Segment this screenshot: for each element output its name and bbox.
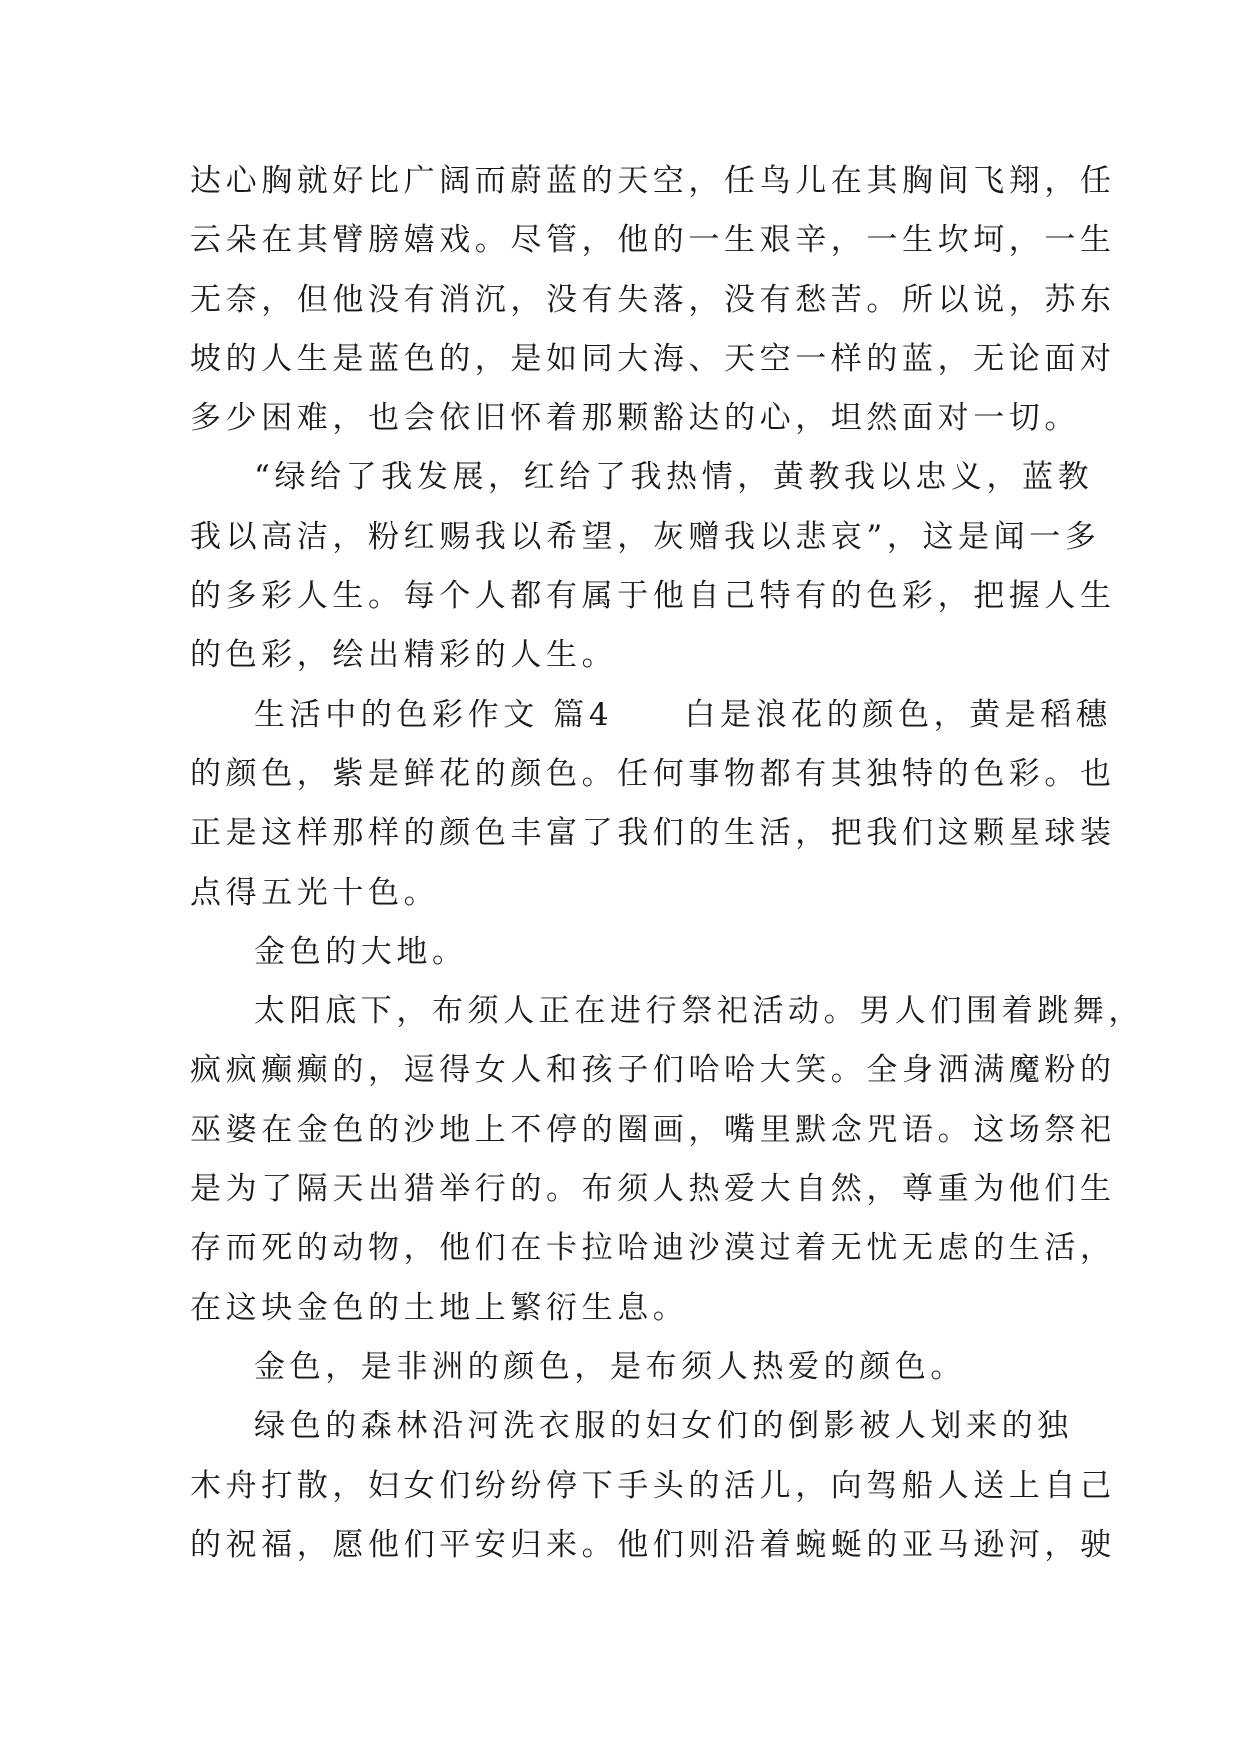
text-line: 多少困难，也会依旧怀着那颗豁达的心，坦然面对一切。 [190,400,1080,437]
paragraph-start-line: “绿给了我发展，红给了我热情，黄教我以忠义，蓝教 [254,459,1094,496]
text-line: 正是这样那样的颜色丰富了我们的生活，把我们这颗星球装 [190,815,1116,852]
text-line: 巫婆在金色的沙地上不停的圈画，嘴里默念咒语。这场祭祀 [190,1111,1116,1148]
text-line: 的多彩人生。每个人都有属于他自己特有的色彩，把握人生 [190,578,1116,615]
text-line: 点得五光十色。 [190,874,440,911]
text-line: 疯疯癫癫的，逗得女人和孩子们哈哈大笑。全身洒满魔粉的 [190,1052,1116,1089]
text-line: 是为了隔天出猎举行的。布须人热爱大自然，尊重为他们生 [190,1171,1116,1208]
section-heading-line: 生活中的色彩作文 篇4 白是浪花的颜色，黄是稻穗 [254,696,1112,733]
text-line: 木舟打散，妇女们纷纷停下手头的活儿，向驾船人送上自己 [190,1467,1116,1504]
text-line: 无奈，但他没有消沉，没有失落，没有愁苦。所以说，苏东 [190,281,1116,318]
text-line: 云朵在其臂膀嬉戏。尽管，他的一生艰辛，一生坎坷，一生 [190,222,1116,259]
document-body [190,152,1144,1575]
text-line: 达心胸就好比广阔而蔚蓝的天空，任鸟儿在其胸间飞翔，任 [190,163,1116,199]
text-line: 我以高洁，粉红赐我以希望，灰赠我以悲哀”，这是闻一多 [190,518,1101,555]
text-line: 坡的人生是蓝色的，是如同大海、天空一样的蓝，无论面对 [190,340,1116,377]
paragraph-start-line: 金色，是非洲的颜色，是布须人热爱的颜色。 [254,1348,966,1385]
text-line: 的颜色，紫是鲜花的颜色。任何事物都有其独特的色彩。也 [190,755,1116,792]
text-line: 的祝福，愿他们平安归来。他们则沿着蜿蜒的亚马逊河，驶 [190,1526,1116,1563]
text-line: 存而死的动物，他们在卡拉哈迪沙漠过着无忧无虑的生活， [190,1230,1116,1267]
text-line: 在这块金色的土地上繁衍生息。 [190,1289,689,1326]
text-line: 的色彩，绘出精彩的人生。 [190,637,618,674]
paragraph-start-line: 绿色的森林沿河洗衣服的妇女们的倒影被人划来的独 [254,1408,1073,1445]
paragraph-start-line: 太阳底下，布须人正在进行祭祀活动。男人们围着跳舞， [254,993,1144,1030]
paragraph-start-line: 金色的大地。 [254,933,468,970]
